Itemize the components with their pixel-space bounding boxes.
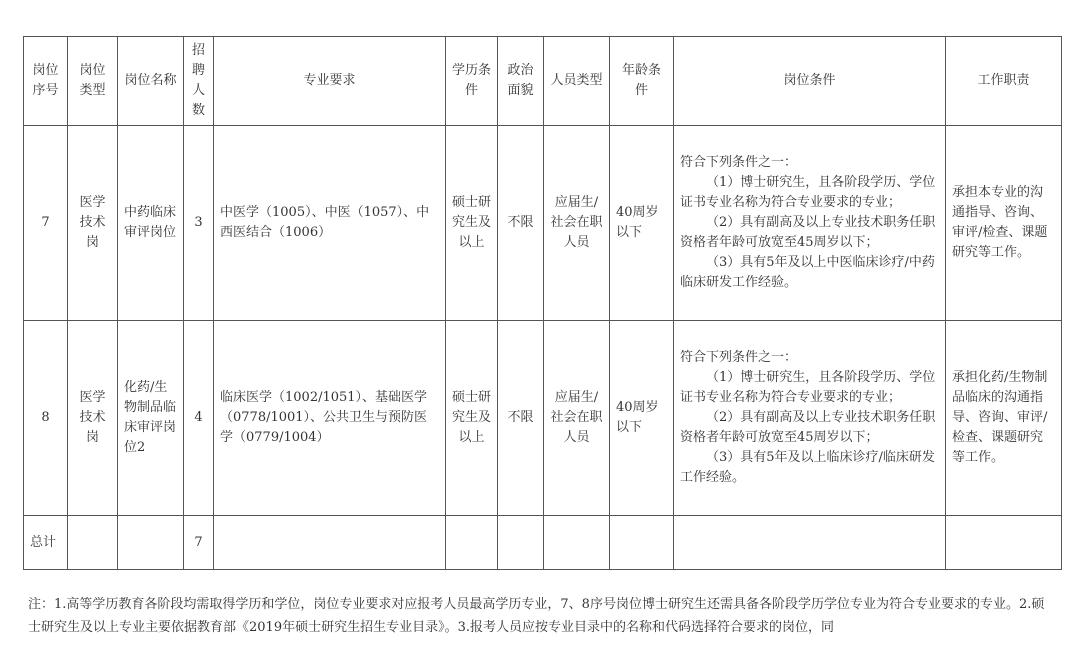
cell-politics: 不限 xyxy=(498,321,544,516)
condition-title: 符合下列条件之一： xyxy=(680,350,798,365)
total-count: 7 xyxy=(184,516,214,570)
empty-cell xyxy=(674,516,946,570)
empty-cell xyxy=(214,516,446,570)
cell-seq: 7 xyxy=(24,126,68,321)
empty-cell xyxy=(544,516,610,570)
cell-edu: 硕士研究生及以上 xyxy=(446,321,498,516)
header-age: 年龄条件 xyxy=(610,37,674,126)
cell-type: 医学技术岗 xyxy=(68,321,118,516)
header-type: 岗位类型 xyxy=(68,37,118,126)
header-politics: 政治面貌 xyxy=(498,37,544,126)
table-row xyxy=(24,126,1062,321)
cell-type: 医学技术岗 xyxy=(68,126,118,321)
header-seq: 岗位序号 xyxy=(24,37,68,126)
empty-cell xyxy=(610,516,674,570)
cell-person: 应届生/社会在职人员 xyxy=(544,321,610,516)
header-count: 招聘人数 xyxy=(184,37,214,126)
cell-conditions xyxy=(674,321,946,516)
cell-age: 40周岁以下 xyxy=(610,126,674,321)
header-major: 专业要求 xyxy=(214,37,446,126)
empty-cell xyxy=(68,516,118,570)
cell-edu: 硕士研究生及以上 xyxy=(446,126,498,321)
total-label: 总计 xyxy=(24,516,68,570)
cell-count: 4 xyxy=(184,321,214,516)
condition-item: （2）具有副高及以上专业技术职务任职资格者年龄可放宽至45周岁以下； xyxy=(680,215,936,250)
empty-cell xyxy=(946,516,1062,570)
header-row xyxy=(24,37,1062,126)
header-person: 人员类型 xyxy=(544,37,610,126)
condition-item: （1）博士研究生，且各阶段学历、学位证书专业名称为符合专业要求的专业； xyxy=(680,175,936,210)
cell-duty: 承担本专业的沟通指导、咨询、审评/检查、课题研究等工作。 xyxy=(946,126,1062,321)
condition-item: （3）具有5年及以上中医临床诊疗/中药临床研发工作经验。 xyxy=(680,255,935,290)
condition-item: （3）具有5年及以上临床诊疗/临床研发工作经验。 xyxy=(680,450,935,485)
cell-politics: 不限 xyxy=(498,126,544,321)
cell-duty: 承担化药/生物制品临床的沟通指导、咨询、审评/检查、课题研究等工作。 xyxy=(946,321,1062,516)
condition-title: 符合下列条件之一： xyxy=(680,155,798,170)
header-cond: 岗位条件 xyxy=(674,37,946,126)
cell-name: 中药临床审评岗位 xyxy=(118,126,184,321)
cell-name: 化药/生物制品临床审评岗位2 xyxy=(118,321,184,516)
header-edu: 学历条件 xyxy=(446,37,498,126)
cell-major: 临床医学（1002/1051）、基础医学（0778/1001）、公共卫生与预防医学（0779/1004） xyxy=(214,321,446,516)
condition-item: （2）具有副高及以上专业技术职务任职资格者年龄可放宽至45周岁以下； xyxy=(680,410,936,445)
header-name: 岗位名称 xyxy=(118,37,184,126)
total-row xyxy=(24,516,1062,570)
cell-age: 40周岁以下 xyxy=(610,321,674,516)
cell-conditions xyxy=(674,126,946,321)
footnote: 注：1.高等学历教育各阶段均需取得学历和学位，岗位专业要求对应报考人员最高学历专业，7、8序号岗位博士研究生还需具备各阶段学历学位专业为符合专业要求的专业。2.硕士研究生及以上专业主要依据教育部《2019年硕士研究生招生专业目录》。3.报考人员应按专业目录中的名称和代码选择符合要求的岗位，同 xyxy=(28,597,1045,635)
cell-major: 中医学（1005）、中医（1057）、中西医结合（1006） xyxy=(214,126,446,321)
cell-count: 3 xyxy=(184,126,214,321)
cell-seq: 8 xyxy=(24,321,68,516)
cell-person: 应届生/社会在职人员 xyxy=(544,126,610,321)
header-duty: 工作职责 xyxy=(946,37,1062,126)
condition-item: （1）博士研究生，且各阶段学历、学位证书专业名称为符合专业要求的专业； xyxy=(680,370,936,405)
recruitment-table xyxy=(23,36,1062,570)
empty-cell xyxy=(118,516,184,570)
empty-cell xyxy=(498,516,544,570)
table-row xyxy=(24,321,1062,516)
empty-cell xyxy=(446,516,498,570)
